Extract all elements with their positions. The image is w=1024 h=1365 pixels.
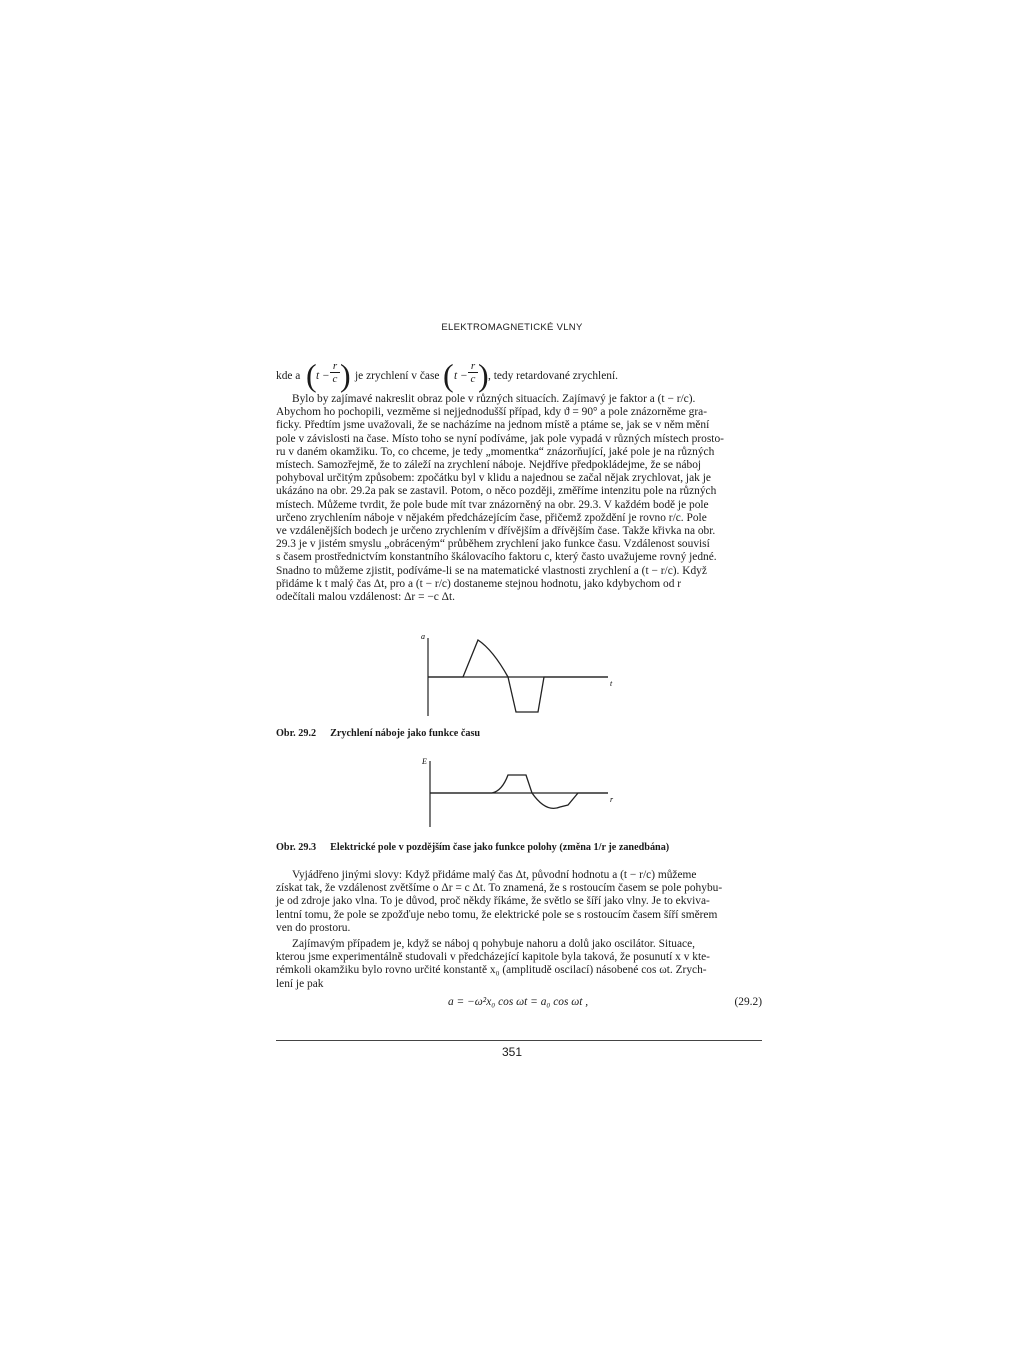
paragraph-1-line: ve vzdálenějších bodech je určeno zrychlením v dřívějším a dřívějším čase. Takže křivka na obr.: [276, 525, 716, 538]
paragraph-1-line: ficky. Předtím jsme uvažovali, že se nacházíme na jednom místě a ptáme se, jak se v něm mění: [276, 419, 710, 432]
figure-field-vs-position: [420, 755, 620, 830]
eq1-fraction-denominator: c: [332, 373, 338, 385]
paragraph-3-line: rémkoli okamžiku bylo rovno určité konstantě x₀ (amplitudě oscilací) násobené cos ωt. Zrych-: [276, 964, 707, 977]
paragraph-1-line: 29.3 je v jistém smyslu „obráceným“ průběhem zrychlení jako funkce času. Vzdálenost souvisí: [276, 538, 710, 551]
paragraph-3-line: lení je pak: [276, 977, 324, 990]
paragraph-3: [276, 938, 762, 991]
paragraph-1-line: místech. Samozřejmě, že to záleží na zrychlení náboje. Nejdříve předpokládejme, že se náboj: [276, 459, 702, 472]
figure-1-caption-number: Obr. 29.2: [276, 728, 317, 739]
paragraph-1-line: pole v závislosti na čase. Místo toho se nyní podíváme, jak pole vypadá v různých místech prosto-: [276, 432, 724, 445]
page-number: 351: [501, 1045, 523, 1059]
fig2-y-label: E: [422, 757, 427, 766]
eq1-left-paren-2: (: [443, 357, 454, 393]
fig2-x-label: r: [610, 795, 614, 804]
paragraph-1-line: Abychom ho pochopili, vezměme si nejjednodušší případ, kdy ϑ = 90° a pole znázorněme gra-: [276, 406, 707, 419]
eq1-t-minus: t −: [316, 370, 330, 382]
paragraph-1-line: pohyboval určitým způsobem: zpočátku byl v klidu a najednou se začal nějak zrychlovat, jak je: [276, 472, 711, 485]
eq1-fraction-2-denominator: c: [470, 373, 476, 385]
eq1-right-paren: ): [340, 357, 351, 393]
figure-2-caption-number: Obr. 29.3: [276, 842, 317, 853]
figure-1-caption: [276, 728, 480, 739]
paragraph-1-line: přidáme k t malý čas Δt, pro a (t − r/c) dostaneme stejnou hodnotu, jako kdybychom od r: [276, 577, 682, 590]
eq1-t-minus-2: t −: [454, 370, 468, 382]
paragraph-1-line: ukázáno na obr. 29.2a pak se zastavil. Potom, o něco později, změříme intenzitu pole na různých: [276, 485, 717, 498]
paragraph-1-line: místech. Můžeme tvrdit, že pole bude mít tvar znázorněný na obr. 29.3. V každém bodě je pole: [276, 498, 709, 511]
eq1-lead: kde a: [276, 370, 301, 382]
paragraph-3-line: Zajímavým případem je, když se náboj q pohybuje nahoru a dolů jako oscilátor. Situace,: [292, 938, 695, 950]
oscillator-acceleration-equation: [276, 996, 762, 1012]
running-header: ELEKTROMAGNETICKÉ VLNY: [441, 322, 583, 333]
paragraph-1-line: Bylo by zajímavé nakreslit obraz pole v různých situacích. Zajímavý je faktor a (t − r/c).: [292, 393, 696, 405]
paragraph-3-line: kterou jsme experimentálně studovali v předcházející kapitole byla taková, že posunutí x v kte-: [276, 951, 710, 964]
eq1-tail-text: , tedy retardované zrychlení.: [488, 370, 618, 382]
fig1-y-label: a: [421, 632, 425, 641]
paragraph-1: [276, 393, 762, 604]
fig2-field-curve: [430, 775, 608, 808]
paragraph-1-line: odečítali malou vzdálenost: Δr = −c Δt.: [276, 591, 456, 604]
paragraph-2-line: je od zdroje jako vlna. To je důvod, proč někdy říkáme, že světlo se šíří jako vlny. Je to ekviva-: [276, 895, 710, 908]
eq1-right-paren-2: ): [478, 357, 489, 393]
eq1-fraction: [330, 360, 340, 385]
fig1-acceleration-curve: [428, 640, 608, 712]
fig1-x-label: t: [610, 679, 613, 688]
eq1-fraction-2: [468, 360, 478, 385]
figure-acceleration-vs-time: [418, 632, 618, 717]
figure-2-caption-text: Elektrické pole v pozdějším čase jako funkce polohy (změna 1/r je zanedbána): [330, 842, 670, 853]
paragraph-2: [276, 869, 762, 935]
paragraph-2-line: Vyjádřeno jinými slovy: Když přidáme malý čas Δt, původní hodnotu a (t − r/c) můžeme: [292, 869, 697, 881]
eq1-fraction-2-numerator: r: [468, 360, 478, 373]
eq2-formula: a = −ω²x₀ cos ωt = a₀ cos ωt ,: [448, 996, 589, 1008]
paragraph-1-line: Snadno to můžeme zjistit, podíváme-li se na matematické vlastnosti zrychlení a (t − r/c). Když: [276, 564, 707, 577]
paragraph-1-line: určeno zrychlením náboje v nějakém předcházejícím čase, přičemž zpoždění je rovno r/c. Pole: [276, 511, 707, 524]
paragraph-2-line: lentní tomu, že pole se zpožďuje nebo tomu, že elektrické pole se s rostoucím časem šíří směrem: [276, 908, 718, 921]
eq2-number: (29.2): [734, 996, 762, 1008]
paragraph-2-line: získat tak, že vzdálenost zvětšíme o Δr = c Δt. To znamená, že s rostoucím časem se pole pohybu-: [276, 882, 723, 895]
paragraph-1-line: ru v daném okamžiku. To, co chceme, je tedy „momentka“ znázorňující, jaké pole je na různých: [276, 445, 715, 458]
retarded-acceleration-equation: [276, 358, 762, 394]
eq1-middle-text: je zrychlení v čase: [355, 370, 440, 382]
eq1-left-paren: (: [306, 357, 317, 393]
figure-1-caption-text: Zrychlení náboje jako funkce času: [330, 728, 481, 739]
figure-2-caption: [276, 842, 669, 853]
paragraph-2-line: ven do prostoru.: [276, 921, 351, 934]
footer-rule: [276, 1040, 762, 1041]
paragraph-1-line: s časem prostřednictvím konstantního škálovacího faktoru c, který často uvažujeme rovný jedné.: [276, 551, 717, 564]
eq1-fraction-numerator: r: [330, 360, 340, 373]
